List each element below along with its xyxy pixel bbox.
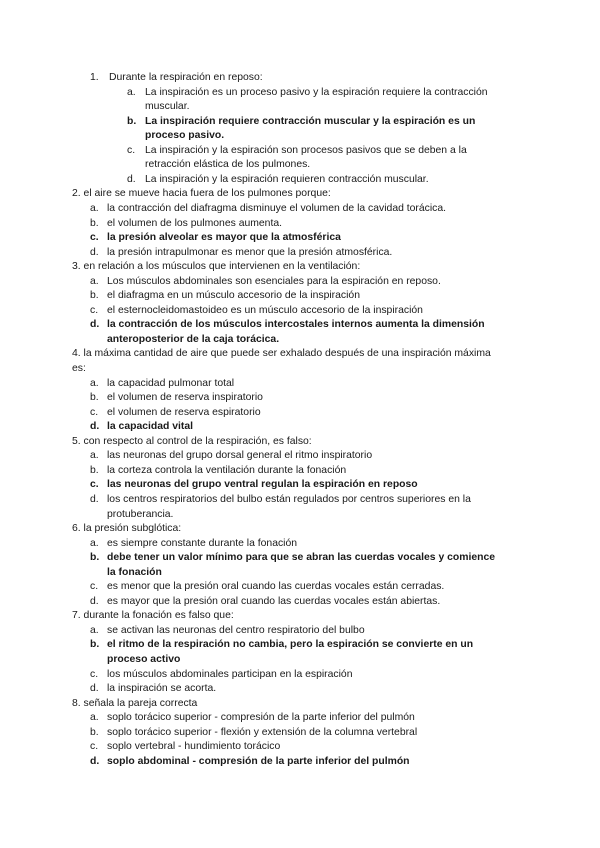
- option-letter: a.: [90, 450, 99, 462]
- option-letter: c.: [90, 668, 99, 680]
- option-letter: d.: [90, 421, 100, 433]
- option-letter: d.: [127, 173, 136, 185]
- option-text: soplo torácico superior - flexión y extensión de la columna vertebral: [107, 726, 418, 738]
- option-text: retracción elástica de los pulmones.: [145, 159, 311, 171]
- option-text-correct: debe tener un valor mínimo para que se abran las cuerdas vocales y comience: [107, 552, 496, 564]
- option-text: el esternocleidomastoideo es un músculo accesorio de la inspiración: [107, 304, 423, 316]
- option-text: el volumen de reserva espiratorio: [107, 406, 261, 418]
- option-text-correct: anteroposterior de la caja torácica.: [107, 333, 280, 345]
- option-letter: c.: [90, 741, 99, 753]
- option-letter: d.: [90, 246, 99, 258]
- option-text-correct: proceso activo: [107, 654, 181, 665]
- option-text: Los músculos abdominales son esenciales para la espiración en reposo.: [107, 275, 441, 287]
- option-letter: d.: [90, 319, 100, 331]
- option-text: el volumen de los pulmones aumenta.: [107, 217, 283, 229]
- option-text: muscular.: [145, 101, 190, 113]
- option-letter: d.: [90, 493, 99, 505]
- option-text: La inspiración y la espiración requieren contracción muscular.: [145, 173, 429, 185]
- option-letter: a.: [90, 275, 99, 287]
- option-text: el diafragma en un músculo accesorio de la inspiración: [107, 290, 360, 302]
- option-letter: c.: [127, 144, 136, 156]
- option-text: el volumen de reserva inspiratorio: [107, 392, 263, 404]
- option-text: La inspiración es un proceso pasivo y la espiración requiere la contracción: [145, 86, 488, 98]
- option-letter: c.: [90, 581, 99, 593]
- option-letter: b.: [90, 290, 99, 302]
- option-letter: b.: [90, 639, 100, 651]
- option-text-correct: La inspiración requiere contracción muscular y la espiración es un: [145, 115, 476, 127]
- option-letter: a.: [90, 377, 99, 389]
- option-text-correct: el ritmo de la respiración no cambia, pero la espiración se convierte en un: [107, 639, 474, 651]
- option-letter: c.: [90, 304, 99, 316]
- option-letter: b.: [90, 464, 99, 476]
- option-letter: a.: [90, 624, 99, 636]
- option-text: es siempre constante durante la fonación: [107, 537, 298, 549]
- option-letter: c.: [90, 406, 99, 418]
- option-text-correct: la presión alveolar es mayor que la atmosférica: [107, 232, 341, 244]
- option-letter: a.: [90, 712, 99, 724]
- option-letter: c.: [90, 479, 99, 491]
- option-text: la contracción del diafragma disminuye el volumen de la cavidad torácica.: [107, 202, 447, 214]
- option-text-correct: proceso pasivo.: [145, 130, 225, 142]
- option-text-correct: la capacidad vital: [107, 421, 194, 433]
- option-text: es menor que la presión oral cuando las cuerdas vocales están cerradas.: [107, 581, 445, 593]
- option-text-correct: la contracción de los músculos intercostales internos aumenta la dimensión: [107, 319, 485, 331]
- option-letter: c.: [90, 232, 99, 244]
- option-text: se activan las neuronas del centro respiratorio del bulbo: [107, 624, 365, 636]
- question-stem: 7. durante la fonación es falso que:: [72, 610, 234, 622]
- option-text-correct: la fonación: [107, 566, 162, 578]
- question-stem: 2. el aire se mueve hacia fuera de los pulmones porque:: [72, 188, 331, 200]
- question-number: 1.: [90, 72, 99, 83]
- option-letter: a.: [90, 537, 99, 549]
- option-letter: a.: [90, 202, 99, 214]
- option-text-correct: las neuronas del grupo ventral regulan la espiración en reposo: [107, 479, 418, 491]
- question-stem: 5. con respecto al control de la respiración, es falso:: [72, 435, 312, 447]
- question-stem: 3. en relación a los músculos que intervienen en la ventilación:: [72, 261, 361, 273]
- option-text: la capacidad pulmonar total: [107, 377, 235, 389]
- question-stem: 6. la presión subglótica:: [72, 523, 182, 535]
- option-text: la corteza controla la ventilación durante la fonación: [107, 464, 347, 476]
- option-letter: b.: [90, 217, 99, 229]
- question-stem: 4. la máxima cantidad de aire que puede ser exhalado después de una inspiración máxima: [72, 348, 491, 360]
- option-letter: b.: [127, 115, 137, 127]
- option-text-correct: soplo abdominal - compresión de la parte inferior del pulmón: [107, 755, 410, 767]
- option-text: las neuronas del grupo dorsal general el ritmo inspiratorio: [107, 450, 373, 462]
- option-text: la presión intrapulmonar es menor que la presión atmosférica.: [107, 246, 393, 258]
- option-letter: b.: [90, 552, 100, 564]
- question-stem: es:: [72, 363, 86, 374]
- option-letter: a.: [127, 86, 136, 98]
- question-stem: 8. señala la pareja correcta: [72, 697, 198, 709]
- option-letter: b.: [90, 726, 99, 738]
- option-text: La inspiración y la espiración son procesos pasivos que se deben a la: [145, 144, 467, 156]
- option-letter: d.: [90, 595, 99, 607]
- question-stem: Durante la respiración en reposo:: [109, 72, 263, 83]
- option-letter: d.: [90, 755, 100, 767]
- option-text: los centros respiratorios del bulbo están regulados por centros superiores en la: [107, 493, 471, 505]
- option-text: protuberancia.: [107, 508, 174, 520]
- option-text: es mayor que la presión oral cuando las cuerdas vocales están abiertas.: [107, 595, 441, 607]
- option-letter: d.: [90, 683, 99, 695]
- option-text: soplo vertebral - hundimiento torácico: [107, 741, 281, 753]
- option-text: la inspiración se acorta.: [107, 683, 217, 695]
- option-text: los músculos abdominales participan en la espiración: [107, 668, 353, 680]
- option-letter: b.: [90, 392, 99, 404]
- option-text: soplo torácico superior - compresión de la parte inferior del pulmón: [107, 712, 415, 724]
